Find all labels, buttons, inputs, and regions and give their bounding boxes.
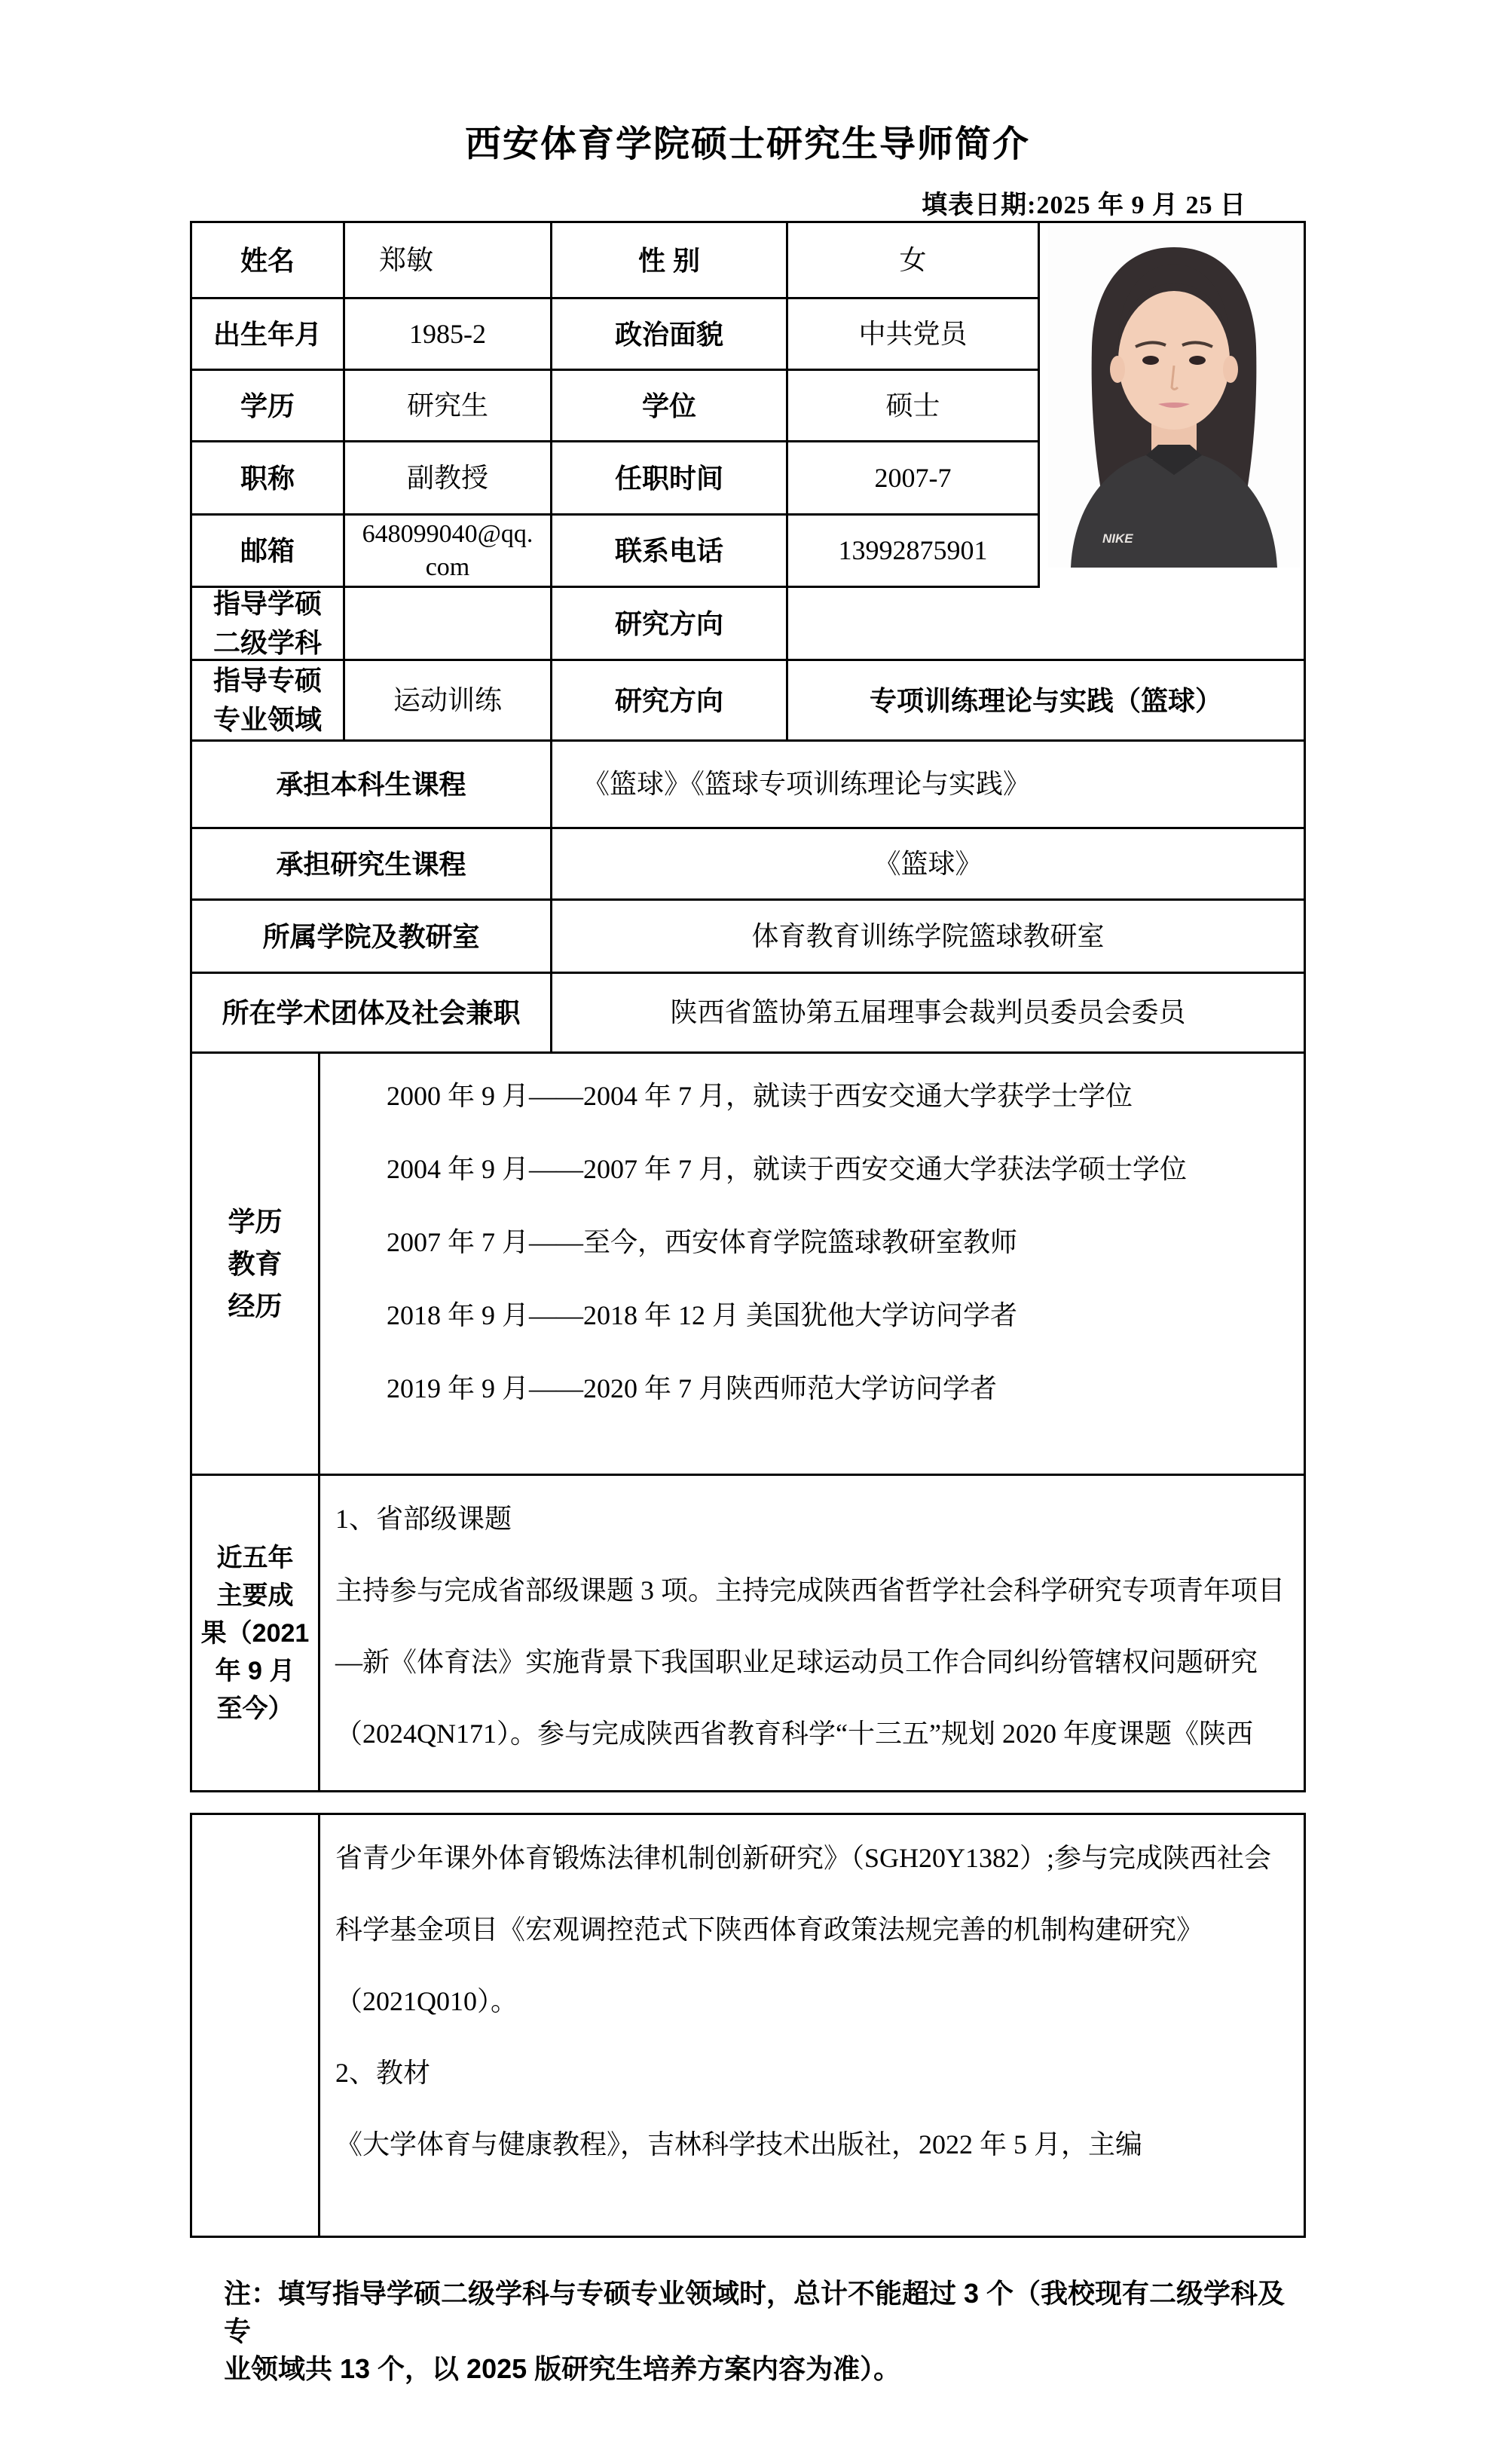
gender-label: 性 别 — [552, 223, 788, 299]
grad-course-value: 《篮球》 — [552, 829, 1304, 901]
footer-note-line1: 注：填写指导学硕二级学科与专硕专业领域时，总计不能超过 3 个（我校现有二级学科及专 — [224, 2278, 1286, 2346]
academic-discipline-label: 指导学硕 二级学科 — [192, 588, 345, 661]
fill-date: 填表日期:2025 年 9 月 25 日 — [922, 191, 1246, 219]
societies-label: 所在学术团体及社会兼职 — [192, 974, 552, 1054]
undergrad-course-label: 承担本科生课程 — [192, 741, 552, 829]
achievements-section — [192, 1476, 1304, 1790]
achievement-item: 《大学体育与健康教程》，吉林科学技术出版社，2022 年 5 月，主编 — [335, 2129, 1143, 2159]
gender-value: 女 — [788, 223, 1040, 299]
education-history-item: 2018 年 9 月——2018 年 12 月 美国犹他大学访问学者 — [387, 1300, 1018, 1330]
achievements-continued-table — [190, 1813, 1306, 2238]
education-label: 学历 — [192, 371, 345, 442]
name-value: 郑敏 — [345, 223, 552, 299]
department-value: 体育教育训练学院篮球教研室 — [552, 901, 1304, 974]
education-history-label: 学历 教育 经历 — [192, 1054, 320, 1476]
birth-label: 出生年月 — [192, 299, 345, 371]
professional-field-value: 运动训练 — [345, 661, 552, 742]
degree-label: 学位 — [552, 371, 788, 442]
undergrad-course-value: 《篮球》《篮球专项训练理论与实践》 — [552, 741, 1304, 829]
education-history-item: 2007 年 7 月——至今，西安体育学院篮球教研室教师 — [387, 1227, 1018, 1257]
achievement-item: （2024QN171）。参与完成陕西省教育科学“十三五”规划 2020 年度课题《陕西 — [335, 1719, 1253, 1749]
research-direction-label-2: 研究方向 — [552, 661, 788, 742]
achievement-item: 1、省部级课题 — [335, 1504, 512, 1534]
achievement-item: （2021Q010）。 — [335, 1986, 518, 2016]
achievements-content — [320, 1476, 1304, 1790]
education-history-item: 2019 年 9 月——2020 年 7 月陕西师范大学访问学者 — [387, 1373, 998, 1403]
achievement-item: —新《体育法》实施背景下我国职业足球运动员工作合同纠纷管辖权问题研究 — [335, 1647, 1258, 1677]
phone-label: 联系电话 — [552, 516, 788, 588]
professional-field-label: 指导专硕 专业领域 — [192, 661, 345, 742]
main-table — [190, 221, 1306, 1792]
achievements-continued-content — [320, 1815, 1304, 2236]
grad-course-label: 承担研究生课程 — [192, 829, 552, 901]
education-history-content — [320, 1054, 1304, 1476]
education-history-item: 2004 年 9 月——2007 年 7 月，就读于西安交通大学获法学硕士学位 — [387, 1154, 1188, 1184]
phone-value: 13992875901 — [788, 516, 1040, 588]
professional-direction-value: 专项训练理论与实践（篮球） — [788, 661, 1304, 742]
achievement-item: 主持参与完成省部级课题 3 项。主持完成陕西省哲学社会科学研究专项青年项目 — [335, 1575, 1286, 1605]
photo-cell — [1040, 223, 1304, 588]
education-history-item: 2000 年 9 月——2004 年 7 月，就读于西安交通大学获学士学位 — [387, 1081, 1133, 1111]
achievement-item: 2、教材 — [335, 2058, 431, 2088]
email-line2: com — [425, 552, 470, 581]
email-label: 邮箱 — [192, 516, 345, 588]
courses-section — [192, 741, 1304, 1054]
page-title: 西安体育学院硕士研究生导师简介 — [464, 124, 1030, 164]
education-history-section — [192, 1054, 1304, 1476]
email-value — [345, 516, 552, 588]
footer-note — [224, 2275, 1306, 2388]
birth-value: 1985-2 — [345, 299, 552, 371]
achievement-item: 省青少年课外体育锻炼法律机制创新研究》（SGH20Y1382）;参与完成陕西社会 — [335, 1843, 1272, 1873]
guidance-section — [192, 588, 1304, 741]
portrait-photo — [1048, 226, 1300, 568]
academic-discipline-value — [345, 588, 552, 661]
research-direction-label-1: 研究方向 — [552, 588, 788, 661]
footer-note-line2: 业领域共 13 个，以 2025 版研究生培养方案内容为准）。 — [224, 2353, 901, 2384]
svg-text:NIKE: NIKE — [1102, 531, 1133, 546]
achievement-item: 科学基金项目《宏观调控范式下陕西体育政策法规完善的机制构建研究》 — [335, 1915, 1204, 1945]
political-value: 中共党员 — [788, 299, 1040, 371]
societies-value: 陕西省篮协第五届理事会裁判员委员会委员 — [552, 974, 1304, 1054]
name-label: 姓名 — [192, 223, 345, 299]
achievements-continued-label — [192, 1815, 320, 2236]
political-label: 政治面貌 — [552, 299, 788, 371]
achievements-continued-section — [192, 1815, 1304, 2236]
academic-direction-value — [788, 588, 1304, 661]
appoint-value: 2007-7 — [788, 442, 1040, 516]
degree-value: 硕士 — [788, 371, 1040, 442]
prof-title-value: 副教授 — [345, 442, 552, 516]
achievements-label: 近五年 主要成 果（2021 年 9 月 至今） — [192, 1476, 320, 1790]
appoint-label: 任职时间 — [552, 442, 788, 516]
department-label: 所属学院及教研室 — [192, 901, 552, 974]
basic-info-section — [192, 223, 1304, 588]
education-value: 研究生 — [345, 371, 552, 442]
email-line1: 648099040@qq. — [362, 519, 533, 548]
prof-title-label: 职称 — [192, 442, 345, 516]
